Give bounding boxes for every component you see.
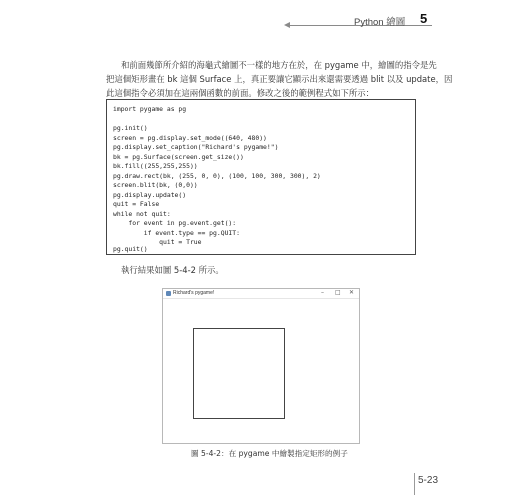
window-canvas (164, 299, 358, 442)
code-line: import pygame as pg (113, 105, 187, 113)
minimize-icon[interactable]: – (321, 289, 324, 296)
code-line: while not quit: (113, 209, 171, 218)
code-line: screen = pg.display.set_mode((640, 480)) (113, 133, 267, 142)
paragraph-line-2: 把這個矩形畫在 bk 這個 Surface 上，真正要讓它顯示出來還需要透過 blit 以及 update，因 (106, 74, 453, 84)
close-icon[interactable]: ✕ (349, 289, 355, 296)
code-line: bk = pg.Surface(screen.get_size()) (113, 152, 244, 161)
paragraph-line-1: 和前面幾節所介紹的海龜式繪圖不一樣的地方在於，在 pygame 中，繪圖的指令是先 (121, 60, 437, 70)
header-title: Python 繪圖 (354, 17, 406, 28)
page-number: 5-23 (418, 475, 439, 486)
chapter-number: 5 (420, 11, 428, 26)
code-line: pg.quit() (113, 245, 148, 253)
pygame-icon (166, 291, 171, 296)
code-line: pg.init() (113, 124, 148, 132)
code-line: pg.draw.rect(bk, (255, 0, 0), (100, 100, 300, 300), 2) (113, 171, 321, 180)
footer-rule (414, 473, 415, 495)
code-line: if event.type == pg.QUIT: (113, 228, 240, 237)
code-line: pg.display.update() (113, 190, 187, 199)
drawn-rectangle (193, 328, 285, 419)
window-title: Richard's pygame! (173, 290, 215, 296)
code-line: quit = False (113, 200, 160, 208)
code-line: bk.fill((255,255,255)) (113, 162, 198, 170)
code-line: screen.blit(bk, (0,0)) (113, 181, 198, 189)
paragraph-line-3: 此這個指令必須加在這兩個函數的前面。修改之後的範例程式如下所示： (106, 88, 374, 98)
window-titlebar[interactable] (163, 289, 359, 299)
code-listing (106, 99, 416, 255)
code-line: for event in pg.event.get(): (113, 219, 237, 227)
maximize-icon[interactable]: □ (335, 289, 341, 296)
figure-caption: 圖 5-4-2：在 pygame 中繪製指定矩形的例子 (191, 449, 348, 458)
pygame-window (162, 288, 360, 444)
code-line: pg.display.set_caption("Richard's pygame!") (113, 143, 279, 151)
run-result-text: 執行結果如圖 5-4-2 所示。 (121, 265, 224, 275)
code-line: quit = True (113, 238, 202, 246)
